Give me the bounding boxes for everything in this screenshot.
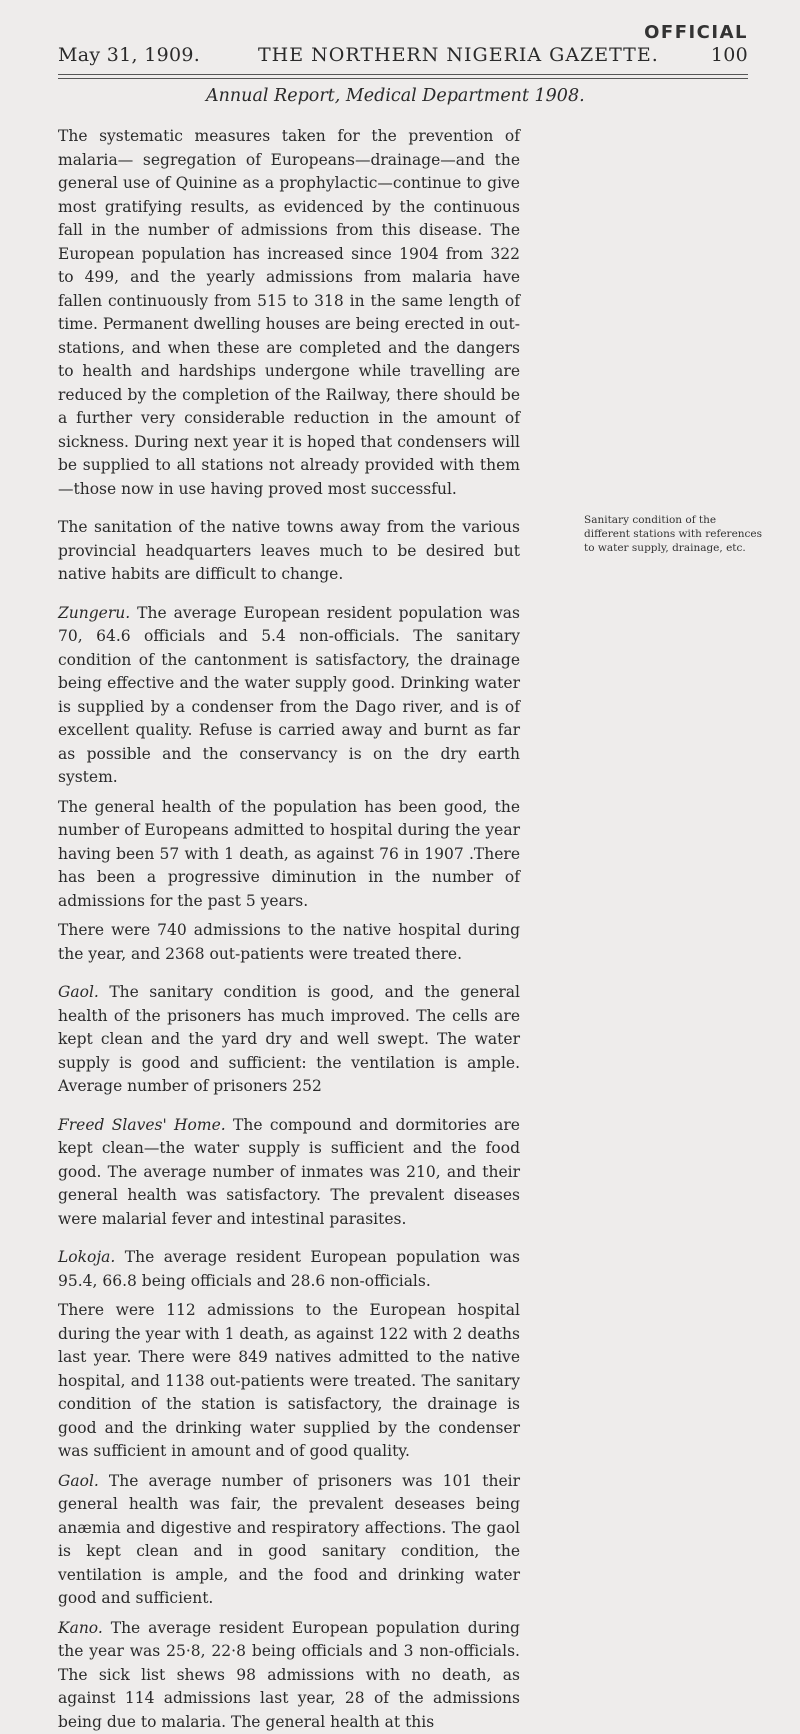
text-gaol: The sanitary condition is good, and the general health of the prisoners has much improved. The cells are kept clean and the yard dry and well swept. The water supply is good and sufficient: the ventilation is ample. Average number of prisoners 252 xyxy=(58,983,520,1095)
header-rule-top xyxy=(58,74,748,75)
paragraph-zungeru-native-hospital: There were 740 admissions to the native hospital during the year, and 2368 out-patients were treated there. xyxy=(58,919,520,966)
heading-kano: Kano. xyxy=(58,1619,103,1637)
paragraph-freed-slaves-home xyxy=(58,1114,520,1232)
section-caption: Annual Report, Medical Department 1908. xyxy=(206,86,585,106)
heading-zungeru: Zungeru. xyxy=(58,604,130,622)
header-rule-bottom xyxy=(58,78,748,79)
issue-date: May 31, 1909. xyxy=(58,44,200,66)
text-lokoja: The average resident European population was 95.4, 66.8 being officials and 28.6 non-officials. xyxy=(58,1248,520,1290)
text-freed-slaves-home: The compound and dormitories are kept clean—the water supply is sufficient and the food good. The average number of inmates was 210, and their general health was satisfactory. The prevalent diseases were malarial fever and intestinal parasites. xyxy=(58,1116,520,1228)
paragraph-malaria: The systematic measures taken for the prevention of malaria— segregation of Europeans—drainage—and the general use of Quinine as a prophylactic—continue to give most gratifying results, as evidenced by the continuous fall in the number of admissions from this disease. The European population has increased since 1904 from 322 to 499, and the yearly admissions from malaria have fallen continuously from 515 to 318 in the same length of time. Permanent dwelling houses are being erected in out-stations, and when these are completed and the dangers to health and hardships undergone while travelling are reduced by the completion of the Railway, there should be a further very considerable reduction in the amount of sickness. During next year it is hoped that condensers will be supplied to all stations not already provided with them—those now in use having proved most successful. xyxy=(58,125,520,501)
paragraph-kano xyxy=(58,1617,520,1734)
text-lokoja-gaol: The average number of prisoners was 101 their general health was fair, the prevalent deseases being anæmia and digestive and respiratory affections. The gaol is kept clean and in good sanitary condition, the ventilation is ample, and the food and drinking water good and sufficient. xyxy=(58,1472,520,1608)
heading-gaol: Gaol. xyxy=(58,983,99,1001)
paragraph-zungeru xyxy=(58,602,520,790)
heading-freed-slaves-home: Freed Slaves' Home. xyxy=(58,1116,226,1134)
margin-note: Sanitary condition of the different stations with references to water supply, drainage, etc. xyxy=(584,513,764,555)
report-body xyxy=(58,125,520,1734)
official-stamp: OFFICIAL xyxy=(644,22,748,43)
paragraph-lokoja xyxy=(58,1246,520,1293)
paragraph-native-towns: The sanitation of the native towns away from the various provincial headquarters leaves much to be desired but native habits are difficult to change. xyxy=(58,516,520,587)
text-kano: The average resident European population during the year was 25·8, 22·8 being officials and 3 non-officials. The sick list shews 98 admissions with no death, as against 114 admissions last year, 28 of the admissions being due to malaria. The general health at this xyxy=(58,1619,520,1731)
page-header xyxy=(58,22,748,80)
paragraph-zungeru-health: The general health of the population has been good, the number of Europeans admitted to hospital during the year having been 57 with 1 death, as against 76 in 1907 .There has been a progressive diminution in the number of admissions for the past 5 years. xyxy=(58,796,520,914)
page-number: 100 xyxy=(711,44,748,66)
heading-lokoja: Lokoja. xyxy=(58,1248,115,1266)
gazette-title: THE NORTHERN NIGERIA GAZETTE. xyxy=(258,44,659,66)
paragraph-lokoja-gaol xyxy=(58,1470,520,1611)
paragraph-lokoja-hospital: There were 112 admissions to the European hospital during the year with 1 death, as against 122 with 2 deaths last year. There were 849 natives admitted to the native hospital, and 1138 out-patients were treated. The sanitary condition of the station is satisfactory, the drainage is good and the drinking water supplied by the condenser was sufficient in amount and of good quality. xyxy=(58,1299,520,1464)
heading-lokoja-gaol: Gaol. xyxy=(58,1472,99,1490)
text-zungeru: The average European resident population was 70, 64.6 officials and 5.4 non-officials. The sanitary condition of the cantonment is satisfactory, the drainage being effective and the water supply good. Drinking water is supplied by a condenser from the Dago river, and is of excellent quality. Refuse is carried away and burnt as far as possible and the conservancy is on the dry earth system. xyxy=(58,604,520,787)
running-head xyxy=(58,44,748,68)
paragraph-zungeru-gaol xyxy=(58,981,520,1099)
